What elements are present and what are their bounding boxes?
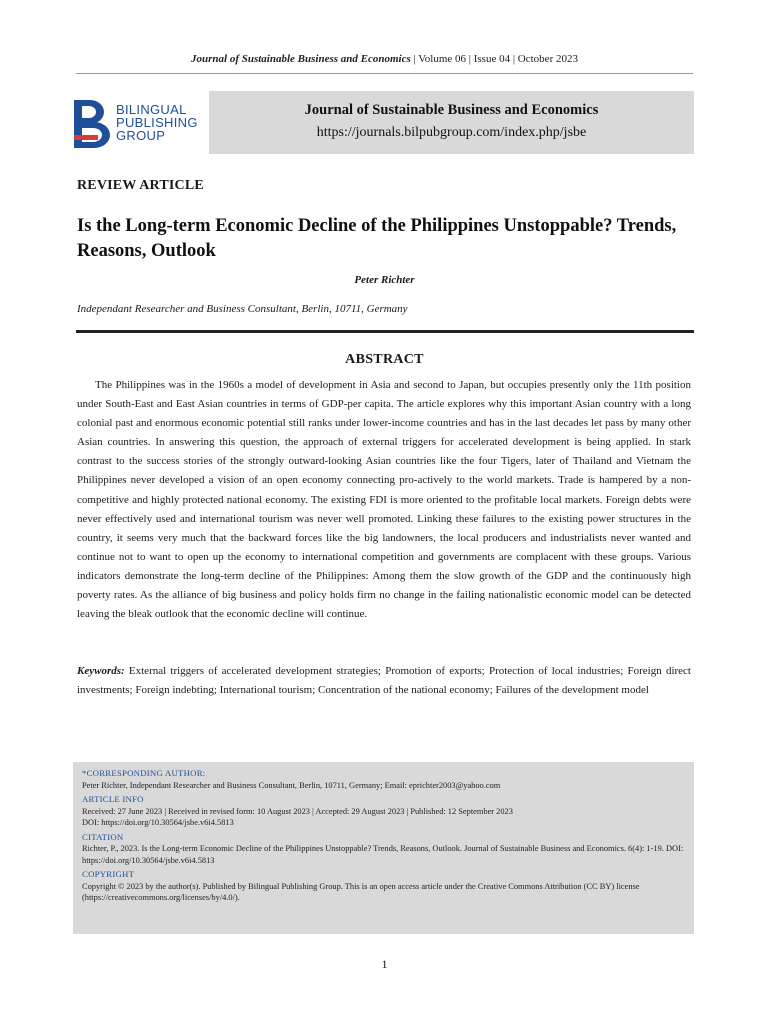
journal-banner [209, 91, 694, 154]
publisher-logo-text [116, 103, 198, 142]
copyright-text: Copyright © 2023 by the author(s). Published by Bilingual Publishing Group. This is an open access article under the Creative Commons Attribution (CC BY) license (https://creativecommons.org/licenses/by/4.0/). [82, 881, 640, 902]
header-divider [76, 73, 693, 74]
page-number: 1 [381, 957, 388, 971]
abstract-heading: ABSTRACT [345, 352, 424, 367]
logo-line-2: PUBLISHING [116, 115, 198, 130]
corresponding-author-text: Peter Richter, Independant Researcher and Business Consultant, Berlin, 10711, Germany; Email: eprichter2003@yahoo.com [82, 780, 501, 790]
running-header-journal: Journal of Sustainable Business and Economics [191, 53, 411, 65]
article-info-heading: ARTICLE INFO [82, 794, 144, 804]
article-type: REVIEW ARTICLE [77, 178, 204, 193]
logo-line-3: GROUP [116, 128, 166, 143]
keywords-label: Keywords: [77, 665, 125, 677]
journal-name: Journal of Sustainable Business and Economics [304, 102, 599, 118]
logo-line-1: BILINGUAL [116, 102, 187, 117]
article-info-dates: Received: 27 June 2023 | Received in revised form: 10 August 2023 | Accepted: 29 August 2023 | Published: 12 September 2023 [82, 806, 513, 816]
running-header [76, 53, 693, 65]
citation-heading: CITATION [82, 831, 124, 842]
citation-text: Richter, P., 2023. Is the Long-term Economic Decline of the Philippines Unstoppable? Trends, Reasons, Outlook. Journal of Sustainable Business and Economics. 6(4): 1-19. DOI: https://doi.org/10.30564/jsbe.v6i4.5813 [82, 844, 684, 865]
publisher-logo [72, 97, 212, 149]
publisher-logo-icon [72, 97, 112, 149]
section-divider [76, 330, 694, 333]
keywords [77, 662, 691, 700]
abstract-body: The Philippines was in the 1960s a model of development in Asia and second to Japan, but occupies presently only the 11th position under South-East and East Asian countries in terms of GDP-per capita. The article explores why this important Asian country with a long colonial past and enormous economic potential still ranks under lower-income countries and has in the last decades let pass by many other Asian countries. In answering this question, the approach of external triggers for accelerated development is being applied. In stark contrast to the success stories of the strongly outward-looking Asian countries like the four Tigers, later of Thailand and Vietnam the Philippines never developed a vision of an open economy connecting pro-actively to the world markets. Trade is hampered by a non-competitive and highly protected national economy. The existing FDI is more oriented to the profitable local markets. Foreign debts were never effectively used and international tourism was never well promoted. Linking these failures to the existing power structures in the country, it seems very much that the backward forces like the big landowners, the local producers and industrialists never wanted and continue not to want to open up the economy to international competition and governments are complacent with these groups. Various indicators demonstrate the long-term decline of the Philippines: Among them the slow growth of the GDP and the continuously high poverty rates. As the alliance of big business and policy holds firm no change in the failing nationalistic economic model can be detected leaving the bleak outlook that the economic decline will continue. [77, 379, 691, 621]
author-name: Peter Richter [354, 274, 415, 286]
article-title: Is the Long-term Economic Decline of the Philippines Unstoppable? Trends, Reasons, Outlook [77, 216, 677, 261]
keywords-list: External triggers of accelerated development strategies; Promotion of exports; Protection of local industries; Foreign direct investments; Foreign indebting; International tourism; Concentration of the national economy; Failures of the development model [77, 665, 691, 697]
article-info-box [73, 762, 694, 934]
running-header-issue-info: | Volume 06 | Issue 04 | October 2023 [410, 53, 578, 65]
corresponding-author-heading: *CORRESPONDING AUTHOR: [82, 768, 206, 778]
article-info-doi[interactable]: DOI: https://doi.org/10.30564/jsbe.v6i4.5813 [82, 818, 234, 827]
copyright-heading: COPYRIGHT [82, 869, 135, 879]
journal-url[interactable]: https://journals.bilpubgroup.com/index.php/jsbe [316, 125, 587, 140]
author-affiliation: Independant Researcher and Business Consultant, Berlin, 10711, Germany [77, 303, 408, 315]
